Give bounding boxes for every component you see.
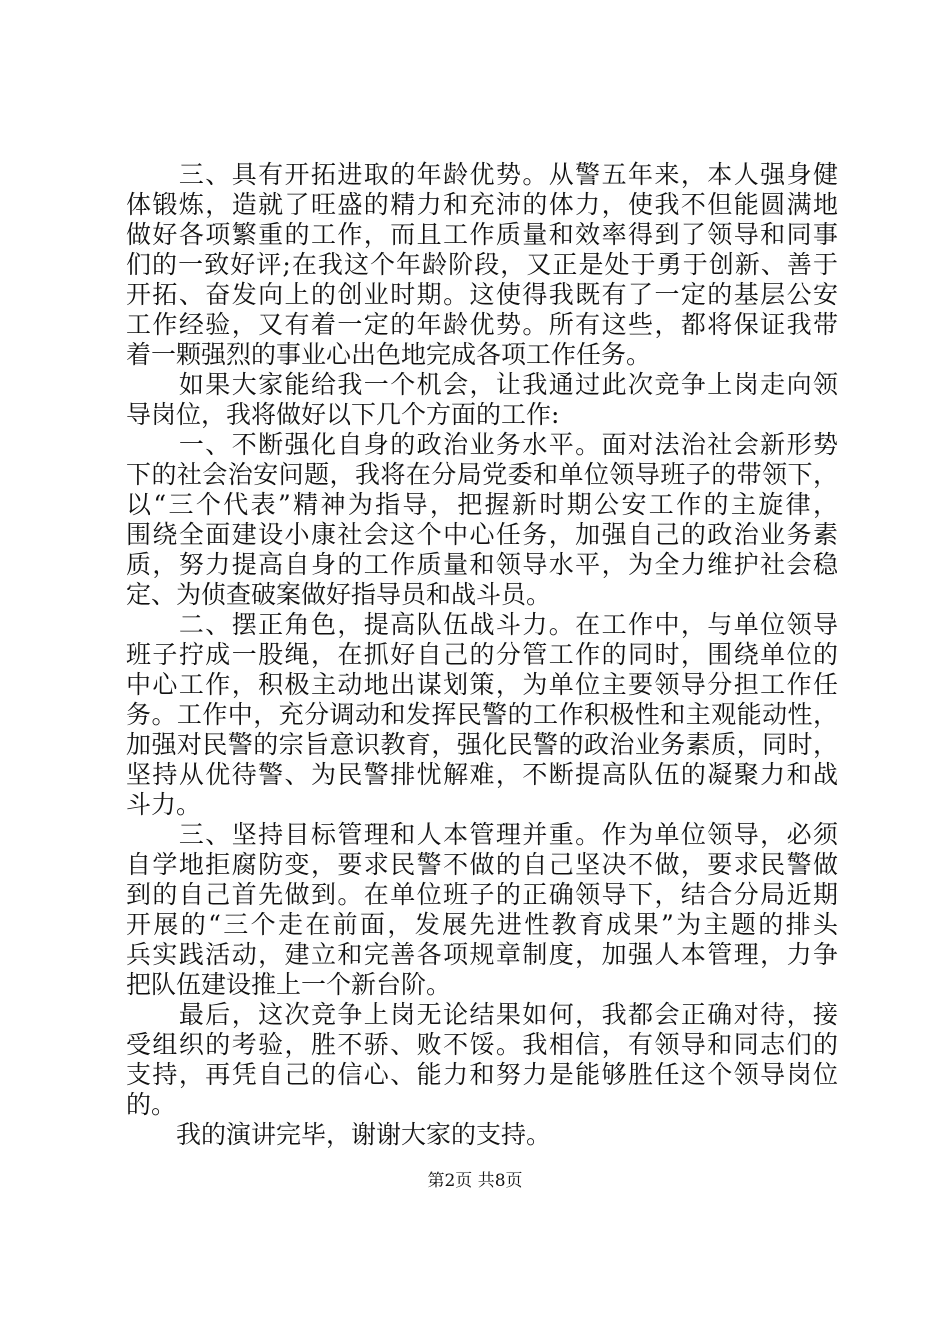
text-line: 支持，再凭自己的信心、能力和努力是能够胜任这个领导岗位 bbox=[126, 1060, 838, 1089]
text-line: 班子拧成一股绳，在抓好自己的分管工作的同时，围绕单位的 bbox=[126, 640, 838, 669]
text-line: 做好各项繁重的工作，而且工作质量和效率得到了领导和同事 bbox=[126, 220, 838, 249]
text-line: 兵实践活动，建立和完善各项规章制度，加强人本管理，力争 bbox=[126, 940, 838, 969]
text-line: 如果大家能给我一个机会，让我通过此次竞争上岗走向领 bbox=[126, 370, 838, 399]
text-line: 三、坚持目标管理和人本管理并重。作为单位领导，必须 bbox=[126, 820, 838, 849]
text-line: 下的社会治安问题，我将在分局党委和单位领导班子的带领下， bbox=[126, 460, 838, 489]
text-line: 围绕全面建设小康社会这个中心任务，加强自己的政治业务素 bbox=[126, 520, 838, 549]
text-line: 中心工作，积极主动地出谋划策，为单位主要领导分担工作任 bbox=[126, 670, 838, 699]
page-number-footer: 第2页 共8页 bbox=[427, 1171, 523, 1191]
text-line: 着一颗强烈的事业心出色地完成各项工作任务。 bbox=[126, 340, 652, 369]
text-line: 最后，这次竞争上岗无论结果如何，我都会正确对待，接 bbox=[126, 1000, 838, 1029]
text-line: 斗力。 bbox=[126, 790, 202, 819]
text-line: 坚持从优待警、为民警排忧解难，不断提高队伍的凝聚力和战 bbox=[126, 760, 838, 789]
text-line: 一、不断强化自身的政治业务水平。面对法治社会新形势 bbox=[126, 430, 838, 459]
text-line: 三、具有开拓进取的年龄优势。从警五年来，本人强身健 bbox=[126, 160, 838, 189]
text-line: 开展的“三个走在前面，发展先进性教育成果”为主题的排头 bbox=[126, 910, 838, 939]
text-line: 到的自己首先做到。在单位班子的正确领导下，结合分局近期 bbox=[126, 880, 838, 909]
text-line: 我的演讲完毕，谢谢大家的支持。 bbox=[126, 1120, 552, 1149]
text-line: 的。 bbox=[126, 1090, 177, 1119]
text-line: 导岗位，我将做好以下几个方面的工作: bbox=[126, 400, 560, 429]
text-line: 开拓、奋发向上的创业时期。这使得我既有了一定的基层公安 bbox=[126, 280, 838, 309]
text-line: 加强对民警的宗旨意识教育，强化民警的政治业务素质，同时， bbox=[126, 730, 838, 759]
text-line: 二、摆正角色，提高队伍战斗力。在工作中，与单位领导 bbox=[126, 610, 838, 639]
text-line: 把队伍建设推上一个新台阶。 bbox=[126, 970, 452, 999]
text-line: 质，努力提高自身的工作质量和领导水平，为全力维护社会稳 bbox=[126, 550, 838, 579]
text-line: 工作经验，又有着一定的年龄优势。所有这些，都将保证我带 bbox=[126, 310, 838, 339]
text-line: 自学地拒腐防变，要求民警不做的自己坚决不做，要求民警做 bbox=[126, 850, 838, 879]
text-line: 务。工作中，充分调动和发挥民警的工作积极性和主观能动性， bbox=[126, 700, 838, 729]
text-line: 以“三个代表”精神为指导，把握新时期公安工作的主旋律， bbox=[126, 490, 838, 519]
text-line: 们的一致好评;在我这个年龄阶段，又正是处于勇于创新、善于 bbox=[126, 250, 838, 279]
text-line: 体锻炼，造就了旺盛的精力和充沛的体力，使我不但能圆满地 bbox=[126, 190, 838, 219]
text-line: 受组织的考验，胜不骄、败不馁。我相信，有领导和同志们的 bbox=[126, 1030, 838, 1059]
text-line: 定、为侦查破案做好指导员和战斗员。 bbox=[126, 580, 552, 609]
